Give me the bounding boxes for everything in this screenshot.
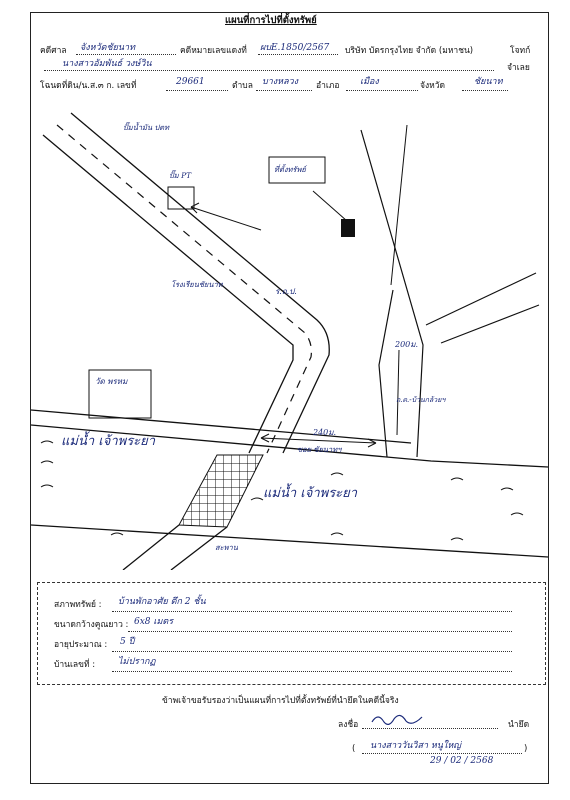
case-label: คดีหมายเลขแดงที่ [180,46,247,56]
defendant-value: นางสาวอัมพันธ์ วงษ์วิน [62,59,152,69]
province-label: จังหวัด [420,81,446,91]
subdistrict-label: ตำบล [232,81,253,91]
property-size-line [128,631,512,632]
direction-arrow-1 [191,207,261,230]
soi-label: ซอย ชัยนาทฯ [297,445,342,454]
side-road-label: ถ.ต.-บ้านกล้วยฯ [396,396,446,404]
distance-vertical-label: 200ม. [395,340,419,349]
seizer-role: นำยึด [508,720,530,730]
defendant-line [44,70,494,71]
property-age-label: อายุประมาณ : [54,640,108,650]
temple-label: วัด พรหม [95,377,128,386]
court-line [76,54,176,55]
sign-date: 29 / 02 / 2568 [430,756,494,766]
vertical-distance-arrow [397,350,399,435]
location-map [31,95,548,570]
road-code-label: ร.ถ.ป. [275,287,297,296]
district-value: เมือง [360,77,379,87]
bridge-label: สะพาน [215,543,238,552]
property-age-value: 5 ปี [120,637,135,647]
property-size-label: ขนาดกว้างคูณยาว : [54,620,129,630]
name-close-paren: ) [524,744,528,754]
district-line [346,90,418,91]
property-marker [341,219,355,237]
bridge-hatch [179,455,263,527]
river-left-label: แม่น้ำ เจ้าพระยา [61,434,156,449]
property-type-value: บ้านพักอาศัย ตึก 2 ชั้น [118,597,206,607]
sign-line [362,728,498,729]
plaintiff-role: โจทก์ [510,46,531,56]
property-age-line [112,651,512,652]
district-label: อำเภอ [316,81,340,91]
name-line [362,753,522,754]
subdistrict-line [256,90,312,91]
highway-edge-outer [43,135,293,453]
distance-horizontal-label: 240ม. [313,428,337,437]
property-pointer [313,191,347,221]
house-number-label: บ้านเลขที่ : [54,660,96,670]
property-type-line [112,611,512,612]
signature-mark [368,712,428,728]
river-south-bank [31,525,548,557]
court-value: จังหวัดชัยนาท [80,43,136,53]
property-type-label: สภาพทรัพย์ : [54,600,102,610]
property-size-value: 6x8 เมตร [134,617,174,627]
subdistrict-value: บางหลวง [262,77,299,87]
house-number-line [112,671,512,672]
property-details-box [37,582,546,685]
deed-label: โฉนดที่ดิน/น.ส.๓ ก. เลขที่ [40,81,137,91]
case-value: ผบE.1850/2567 [260,43,330,53]
plaintiff-name: บริษัท บัตรกรุงไทย จำกัด (มหาชน) [345,46,474,56]
province-line [462,90,508,91]
signer-name: นางสาววันวิสา หนูใหญ่ [370,741,461,751]
gas-station-label: ปั๊มน้ำมัน ปตท [123,123,170,132]
province-value: ชัยนาท [474,77,503,87]
ptt-label: ปั๊ม PT [169,171,192,180]
name-open-paren: ( [352,744,356,754]
school-label: โรงเรียนชัยนาท [171,280,223,289]
branch-road-1 [426,273,536,325]
river-center-label: แม่น้ำ เจ้าพระยา [263,486,358,501]
deed-value: 29661 [176,77,205,87]
house-number-value: ไม่ปรากฏ [118,657,156,667]
target-label: ที่ตั้งทรัพย์ [274,165,306,174]
side-road-left [379,290,393,457]
case-line [258,54,338,55]
page-title: แผนที่การไปที่ตั้งทรัพย์ [225,15,317,26]
certification-statement: ข้าพเจ้าขอรับรองว่าเป็นแผนที่การไปที่ตั้งทรัพย์ที่นำยึดในคดีนี้จริง [162,696,399,706]
deed-line [166,90,228,91]
court-label: คดีศาล [40,46,67,56]
defendant-role: จำเลย [507,63,530,73]
sign-label: ลงชื่อ [338,720,359,730]
